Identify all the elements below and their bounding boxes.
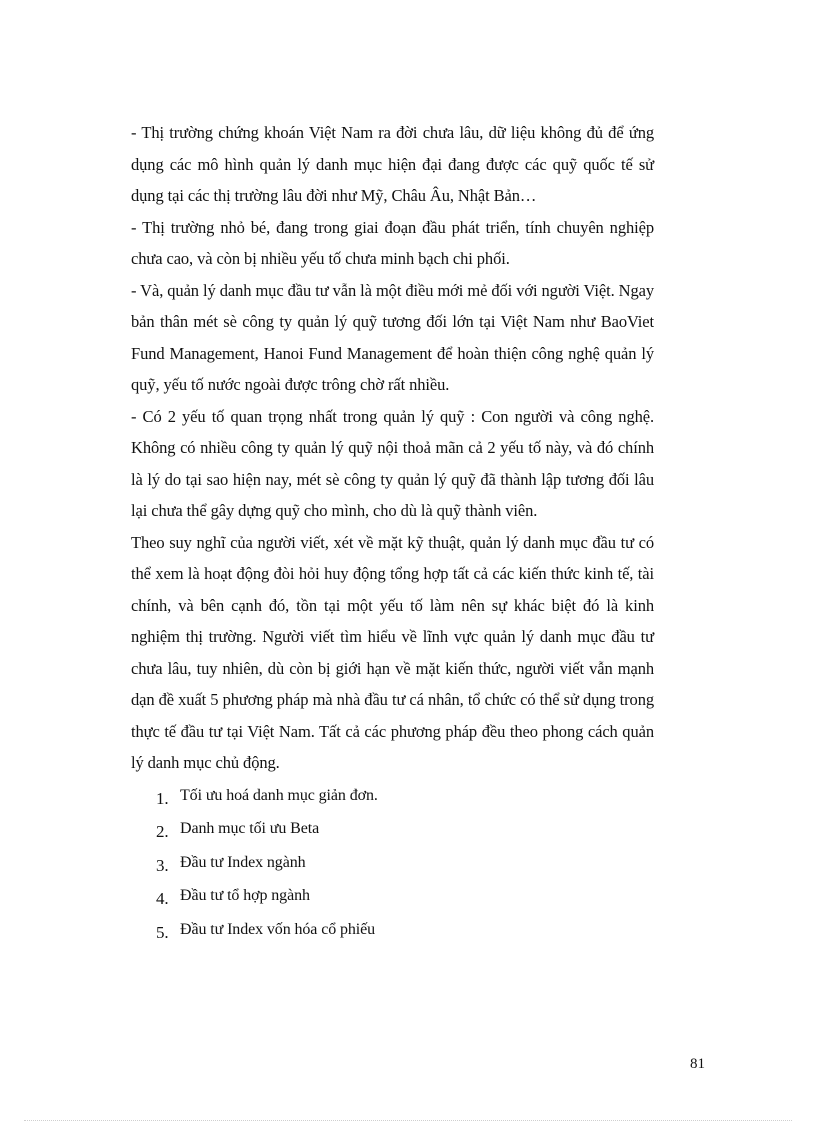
list-item — [131, 913, 654, 947]
list-item-number: 1. — [156, 788, 169, 808]
list-item-text: Tối ưu hoá danh mục giản đơn. — [180, 786, 378, 804]
page-number: 81 — [690, 1056, 705, 1072]
paragraph-data-limitation: - Thị trường chứng khoán Việt Nam ra đời chưa lâu, dữ liệu không đủ để ứng dụng các mô hình quản lý danh mục hiện đại đang được các quỹ quốc tế sử dụng tại các thị trường lâu đời như Mỹ, Châu Âu, Nhật Bản… — [131, 123, 654, 205]
paragraph-small-market: - Thị trường nhỏ bé, đang trong giai đoạn đầu phát triển, tính chuyên nghiệp chưa cao, và còn bị nhiều yếu tố chưa minh bạch chi phối. — [131, 217, 654, 268]
list-item-text: Danh mục tối ưu Beta — [180, 820, 320, 837]
list-item — [131, 846, 654, 880]
list-item-text: Đầu tư Index ngành — [180, 853, 306, 871]
paragraph-author-view: Theo suy nghĩ của người viết, xét về mặt kỹ thuật, quản lý danh mục đầu tư có thể xem là hoạt động đòi hỏi huy động tổng hợp tất cả các kiến thức kinh tế, tài chính, và bên cạnh đó, tồn tại một yếu tố làm nên sự khác biệt đó là kinh nghiệm thị trường. Người viết tìm hiểu về lĩnh vực quản lý danh mục đầu tư chưa lâu, tuy nhiên, dù còn bị giới hạn về mặt kiến thức, người viết vẫn mạnh dạn đề xuất 5 phương pháp mà nhà đầu tư cá nhân, tổ chức có thể sử dụng trong thực tế đầu tư tại Việt Nam. Tất cả các phương pháp đều theo phong cách quản lý danh mục chủ động. — [131, 532, 654, 772]
paragraph-new-field: - Và, quản lý danh mục đầu tư vẫn là một điều mới mẻ đối với người Việt. Ngay bản thân mét sè công ty quản lý quỹ tương đối lớn tại Việt Nam như BaoViet Fund Management, Hanoi Fund Management để hoàn thiện công nghệ quản lý quỹ, yếu tố nước ngoài được trông chờ rất nhiều. — [131, 280, 654, 394]
methods-list — [131, 779, 654, 947]
list-item — [131, 812, 654, 846]
page-bottom-divider — [24, 1120, 792, 1121]
list-item-text: Đầu tư Index vốn hóa cổ phiếu — [180, 920, 376, 938]
list-item — [131, 779, 654, 813]
body-text — [131, 117, 654, 946]
list-item-text: Đầu tư tổ hợp ngành — [180, 887, 310, 904]
list-item-number: 5. — [156, 922, 169, 942]
list-item-number: 4. — [156, 889, 169, 908]
list-item — [131, 879, 654, 913]
list-item-number: 3. — [156, 855, 169, 875]
list-item-number: 2. — [156, 822, 169, 841]
paragraph-key-factors: - Có 2 yếu tố quan trọng nhất trong quản lý quỹ : Con người và công nghệ. Không có nhiều công ty quản lý quỹ nội thoả mãn cả 2 yếu tố này, và đó chính là lý do tại sao hiện nay, mét sè công ty quản lý quỹ đã thành lập tương đối lâu lại chưa thể gây dựng quỹ cho mình, cho dù là quỹ thành viên. — [131, 406, 654, 520]
